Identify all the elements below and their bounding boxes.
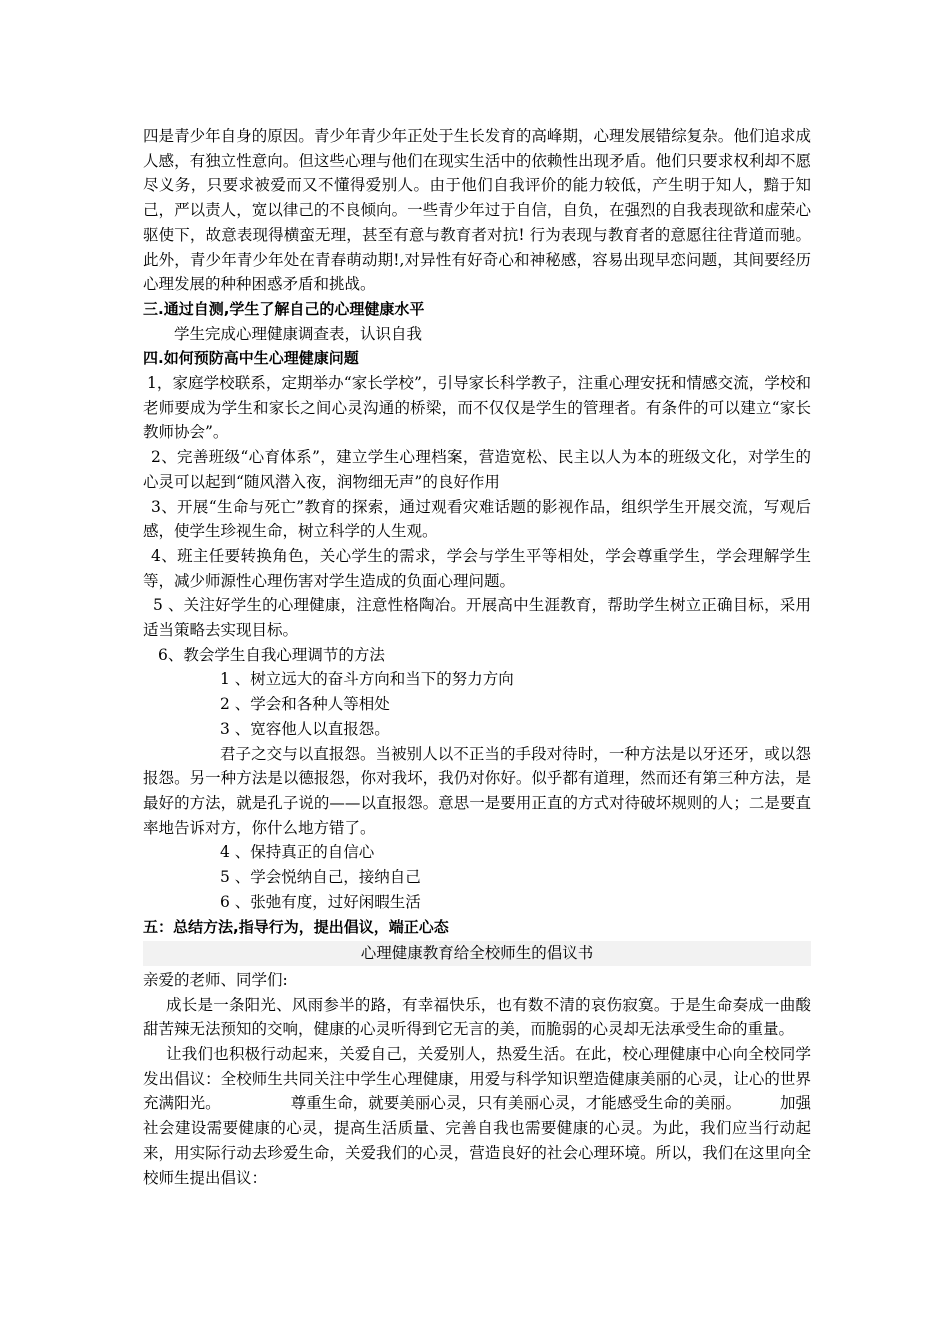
list-item-2: 2、完善班级“心育体系”，建立学生心理档案，营造宽松、民主以人为本的班级文化，对学生的心灵可以起到“随风潜入夜，润物细无声”的良好作用 [143,448,811,491]
paragraph-growth: 成长是一条阳光、风雨参半的路，有幸福快乐，也有数不清的哀伤寂寞。于是生命奏成一曲酸甜苦辣无法预知的交响，健康的心灵听得到它无言的美，而脆弱的心灵却无法承受生命的重量。 [143,995,811,1039]
paragraph-self-test: 学生完成心理健康调查表，认识自我 [174,324,423,343]
section-heading-4: 四.如何预防高中生心理健康问题 [143,349,359,368]
list-item-3: 3、开展“生命与死亡”教育的探索，通过观看灾难话题的影视作品，组织学生开展交流，写观后感，使学生珍视生命，树立科学的人生观。 [143,497,811,541]
section-heading-3: 三.通过自测,学生了解自己的心理健康水平 [143,299,425,318]
section-heading-5: 五：总结方法,指导行为，提出倡议，端正心态 [143,917,449,936]
paragraph-youth-causes: 四是青少年自身的原因。青少年青少年正处于生长发育的高峰期，心理发展错综复杂。他们追求成人感，有独立性意向。但这些心理与他们在现实生活中的依赖性出现矛盾。他们只要求权利却不愿尽义务，只要求被爱而又不懂得爱别人。由于他们自我评价的能力较低，产生明于知人，黯于知己，严以责人，宽以律己的不良倾向。一些青少年过于自信，自负，在强烈的自我表现欲和虚荣心驱使下，故意表现得横蛮无理，甚至有意与教育者对抗! 行为表现与教育者的意愿往往背道而驰。此外，青少年青少年处在青春萌动期!,对异性有好奇心和神秘感，容易出现早恋问题，其间要经历心理发展的种种困惑矛盾和挑战。 [143,127,811,294]
sub-item-4: 4 、保持真正的自信心 [220,843,375,862]
paragraph-confucius: 君子之交与以直报怨。当被别人以不正当的手段对待时，一种方法是以牙还牙，或以怨报怨。另一种方法是以德报怨，你对我坏，我仍对你好。似乎都有道理，然而还有第三种方法，是最好的方法，就是孔子说的——以直报怨。意思一是要用正直的方式对待破坏规则的人；二是要直率地告诉对方，你什么地方错了。 [143,744,811,837]
sub-item-6: 6 、张弛有度，过好闲暇生活 [220,892,421,911]
sub-item-5: 5 、学会悦纳自己，接纳自己 [220,868,421,887]
proposal-title: 心理健康教育给全校师生的倡议书 [143,941,811,966]
sub-item-2: 2 、学会和各种人等相处 [220,695,390,714]
salutation: 亲爱的老师、同学们: [143,970,288,989]
paragraph-proposal: 让我们也积极行动起来，关爱自己，关爱别人，热爱生活。在此，校心理健康中心向全校同学发出倡议：全校师生共同关注中学生心理健康，用爱与科学知识塑造健康美丽的心灵，让心的世界充满阳光。 尊重生命，就要美丽心灵，只有美丽心灵，才能感受生命的美丽。 加强社会建设需要健康的心灵，提高生活质量、完善自我也需要健康的心灵。为此，我们应当行动起来，用实际行动去珍爱生命，关爱我们的心灵，营造良好的社会心理环境。所以，我们在这里向全校师生提出倡议： [143,1045,811,1187]
list-item-6: 6、教会学生自我心理调节的方法 [158,645,385,664]
sub-item-1: 1 、树立远大的奋斗方向和当下的努力方向 [220,670,514,689]
list-item-4: 4、班主任要转换角色，关心学生的需求，学会与学生平等相处，学会尊重学生，学会理解学生等，减少师源性心理伤害对学生造成的负面心理问题。 [143,546,811,590]
sub-item-3: 3 、宽容他人以直报怨。 [220,719,390,738]
list-item-5: 5 、关注好学生的心理健康，注意性格陶冶。开展高中生涯教育，帮助学生树立正确目标，采用适当策略去实现目标。 [143,596,811,640]
list-item-1: 1，家庭学校联系，定期举办“家长学校”，引导家长科学教子，注重心理安抚和情感交流，学校和老师要成为学生和家长之间心灵沟通的桥梁，而不仅仅是学生的管理者。有条件的可以建立“家长教师协会”。 [143,374,811,442]
document-body [143,124,811,1190]
